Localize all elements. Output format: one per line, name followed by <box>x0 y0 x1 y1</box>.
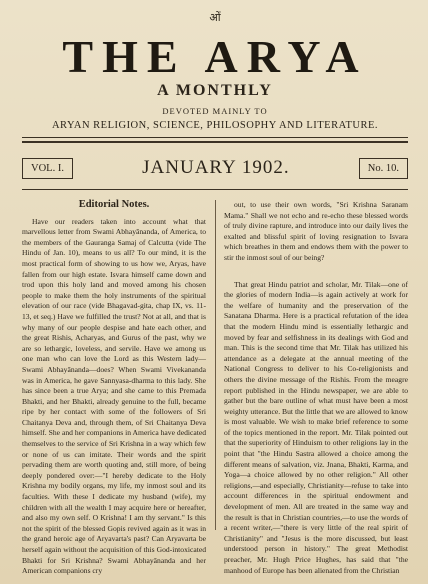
top-rule <box>22 137 408 138</box>
subjects-line: ARYAN RELIGION, SCIENCE, PHILOSOPHY AND LITERATURE. <box>51 120 379 131</box>
issue-number: No. 10. <box>359 158 408 179</box>
right-paragraph-2: That great Hindu patriot and scholar, Mr. Tilak—one of the glories of modern India—is again actively at work for the welfare of humanity and the preservation of the Sanatana Dharma. Here is a practical refutation of the idea that the modern Hindu mind is essentially lethargic and moved by fear and selfishness in its dealings with God and man. This is the second time that Mr. Tilak has utilized his attendance as a delegate at the annual meeting of the National Congress to deliver to his Co-religionists and others the divine message of the Rishis. From the meagre report published in the Hindu newspaper, we are able to gather but the bare outline of what must have been a most weighty utterance. But the little that we are allowed to know is most valuable. We wish to make brief reference to some of the topics mentioned in the report. Mr. Tilak pointed out that the superiority of Hinduism to other religions lay in the point that "the Hindu Sastra allowed a choice among the different means of salvation, viz. Jnana, Bhakti, Karma, and Yoga—a choice allowed by no other religion." All other religions,—and especially, Christianity—refuse to take into account differences in the spiritual endowment and development of men. All are treated in the same way and the result is that in Christian countries,—to use the words of a recent writer,—"there is very little of the real spirit of Christianity" and "Jesus is the more discussed, but least understood person in history." The great Methodist preacher, Mr. Hugh Price Hughes, has said that "the manhood of Europe has been alienated from the Christian <box>224 279 408 575</box>
om-symbol: ओं <box>209 12 221 24</box>
column-divider <box>215 200 216 530</box>
masthead-rule <box>22 189 408 190</box>
right-column <box>224 200 408 575</box>
editorial-notes-heading: Editorial Notes. <box>78 199 150 210</box>
magazine-subtitle: A MONTHLY <box>157 82 273 99</box>
top-double-rule <box>22 141 408 143</box>
devoted-line: DEVOTED MAINLY TO <box>162 106 268 116</box>
issue-date: JANUARY 1902. <box>142 157 290 178</box>
issue-masthead <box>22 153 408 183</box>
right-paragraph-1: out, to use their own words, "Sri Krishna Saranam Mama." Shall we not echo and re-echo these blessed words of truly divine rapture, and introduce into our daily lives the exalted and blissful spirit of loving resignation to Isvara which breathes in them and endows them with the power to stir the inmost soul of our being? <box>224 200 408 262</box>
editorial-paragraph: Have our readers taken into account what that marvellous letter from Swami Abhayānanda, of America, to the members of the Gauranga Samaj of Calcutta (vide The Hindu of Jan. 10), means to us all? To our mind, it is the most practical form of showing to us how we, Aryas, have fallen from our high estate. Isvara himself came down and trod upon this holy land and moved among his chosen people to make them the holy instruments of the spiritual elevation of our race (vide Bhagavad-gita, chap IX, vs. 11-13, et seq.) Have we fulfilled the trust? Not at all, and that is why many of our people despise and hate each other, and the great Rishis, Acharyas, and Gurus of the past, why we are so lethargic, loveless, and servile. Have we among us one man who can love the Lord as this Western lady—Swami Abhayānanda—does? When Swami Vivekananda was in America, he gave Sannyasa-dharma to this lady. She has since been a true Arya; and she came to this Premada Bhakti, and her Bhakti, already genuine to the full, became ripe by her contact with some of the followers of Sri Chaitanya Deva and, through them, of Sri Chaitanya Deva himself. She and her companions in America have dedicated themselves to the service of Sri Krishna in a way which few or none of us can imitate. Their words and the spirit pervading them are worth quoting and, still more, of being deeply pondered over:—"I hereby dedicate to the Holy Krishna my bodily organs, my life, my inmost soul and its faculties. With these I dedicate my husband (wife), my children with all the wealth I may acquire here or hereafter, and also my own self. O Krishna! I am thy servant." Is this not the spirit of the blessed Gopis revived again as it was in the grand heroic age of Aryavarta's past? Can Aryavarta be herself again without the acquisition of this God-intoxicated Bhakti for Sri Krishna? Swami Abhayānanda and her American companions cry <box>22 216 206 576</box>
volume-label: VOL. I. <box>22 158 73 179</box>
left-column <box>22 199 206 576</box>
magazine-title: THE ARYA <box>62 31 368 82</box>
text-columns <box>22 199 408 576</box>
